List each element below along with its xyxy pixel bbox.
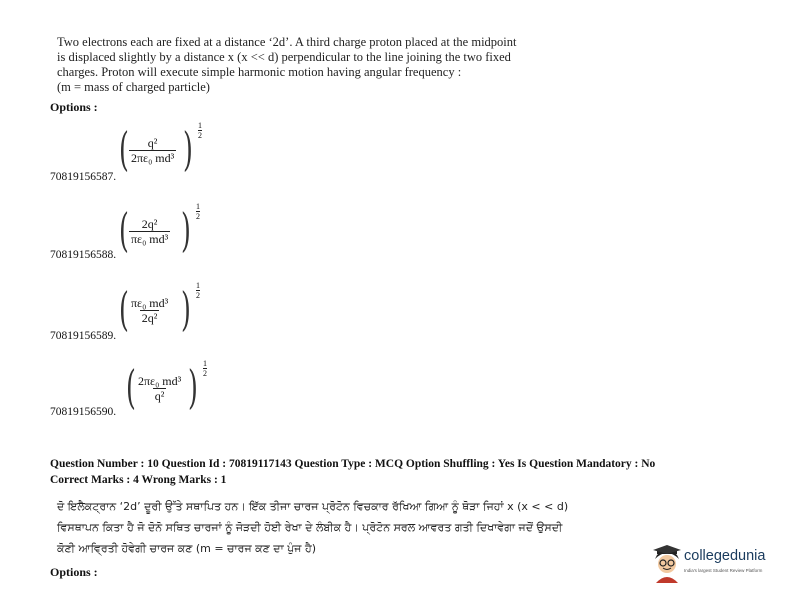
fraction [129,217,170,246]
question-line: (m = mass of charged particle) [57,80,210,94]
option-id: 70819156589. [50,330,117,342]
options-heading: Options : [50,565,98,579]
exponent [196,202,200,221]
denominator: 2πε₀ md³ [131,151,175,165]
option-formula[interactable] [115,281,215,346]
option-id: 70819156588. [50,249,117,261]
numerator: πε₀ md³ [131,296,169,310]
left-paren: ( [126,360,136,414]
right-paren: ) [188,360,198,414]
exponent-num: 1 [196,202,200,211]
collegedunia-logo[interactable] [651,545,781,587]
marks-line: Correct Marks : 4 Wrong Marks : 1 [50,474,227,486]
question-line: Two electrons each are fixed at a distance ‘2d’. A third charge proton placed at the midpoint [57,35,517,49]
numerator: q² [147,136,158,150]
question-meta-line: Question Number : 10 Question Id : 70819117143 Question Type : MCQ Option Shuffling : Yes Is Question Mandatory : No [50,458,656,470]
student-mascot-icon [651,545,683,585]
question-text-punjabi [57,496,597,559]
exponent-num: 1 [196,281,200,290]
denominator: πε₀ md³ [131,232,169,246]
question-line: charges. Proton will execute simple harmonic motion having angular frequency : [57,65,462,79]
question-line: is displaced slightly by a distance x (x << d) perpendicular to the line joining the two fixed [57,50,511,64]
numerator: 2πε₀ md³ [138,374,182,388]
question-line: ਵਿਸਥਾਪਨ ਕਿਤਾ ਹੈ ਜੋ ਦੋਨੋ ਸਥਿਤ ਚਾਰਜਾਂ ਨੂੰ ਜੋੜਦੀ ਹੋਈ ਰੇਖਾ ਦੇ ਲੰਬੀਕ ਹੈ। ਪ੍ਰੋਟੋਨ ਸਰਲ ਆਵਰਤ ਗਤੀ ਦਿਖਾਵੇਗਾ ਜਦੋਂ ਉਸਦੀ [57,521,563,534]
left-paren: ( [119,282,129,336]
right-paren: ) [183,122,193,176]
exponent-den: 2 [196,291,200,300]
logo-tagline: India's largest Student Review Platform [684,568,763,573]
exponent-num: 1 [203,359,207,368]
left-paren: ( [119,203,129,257]
option-id: 70819156590. [50,406,117,418]
question-line: ਦੋ ਇਲੈਕਟ੍ਰਾਨ ‘2d’ ਦੂਰੀ ਉੱਤੇ ਸਥਾਪਿਤ ਹਨ। ਇੱਕ ਤੀਜਾ ਚਾਰਜ ਪ੍ਰੋਟੋਨ ਵਿਚਕਾਰ ਰੱਖਿਆ ਗਿਆ ਨੂੰ ਥੋੜਾ ਜਿਹਾਂ x (x < < d) [57,500,569,513]
exponent-den: 2 [203,369,207,378]
fraction [136,374,183,403]
fraction [129,136,176,165]
right-paren: ) [181,203,191,257]
denominator: q² [154,389,165,403]
exponent [198,121,202,140]
numerator: 2q² [141,217,158,231]
exponent [203,359,207,378]
option-formula[interactable] [122,359,222,424]
options-heading: Options : [50,100,98,114]
exponent-num: 1 [198,121,202,130]
fraction [129,296,170,325]
option-formula[interactable] [115,121,215,186]
option-formula[interactable] [115,202,215,267]
exponent [196,281,200,300]
option-id: 70819156587. [50,171,117,183]
denominator: 2q² [141,311,158,325]
exponent-den: 2 [198,131,202,140]
question-text-english [57,35,597,95]
logo-wordmark: collegedunia [684,548,766,564]
right-paren: ) [181,282,191,336]
question-line: ਕੋਣੀ ਆਵ੍ਰਿਤੀ ਹੋਵੇਗੀ ਚਾਰਜ ਕਣ (m = ਚਾਰਜ ਕਣ ਦਾ ਪੁੰਜ ਹੈ) [57,542,317,555]
exponent-den: 2 [196,212,200,221]
left-paren: ( [119,122,129,176]
